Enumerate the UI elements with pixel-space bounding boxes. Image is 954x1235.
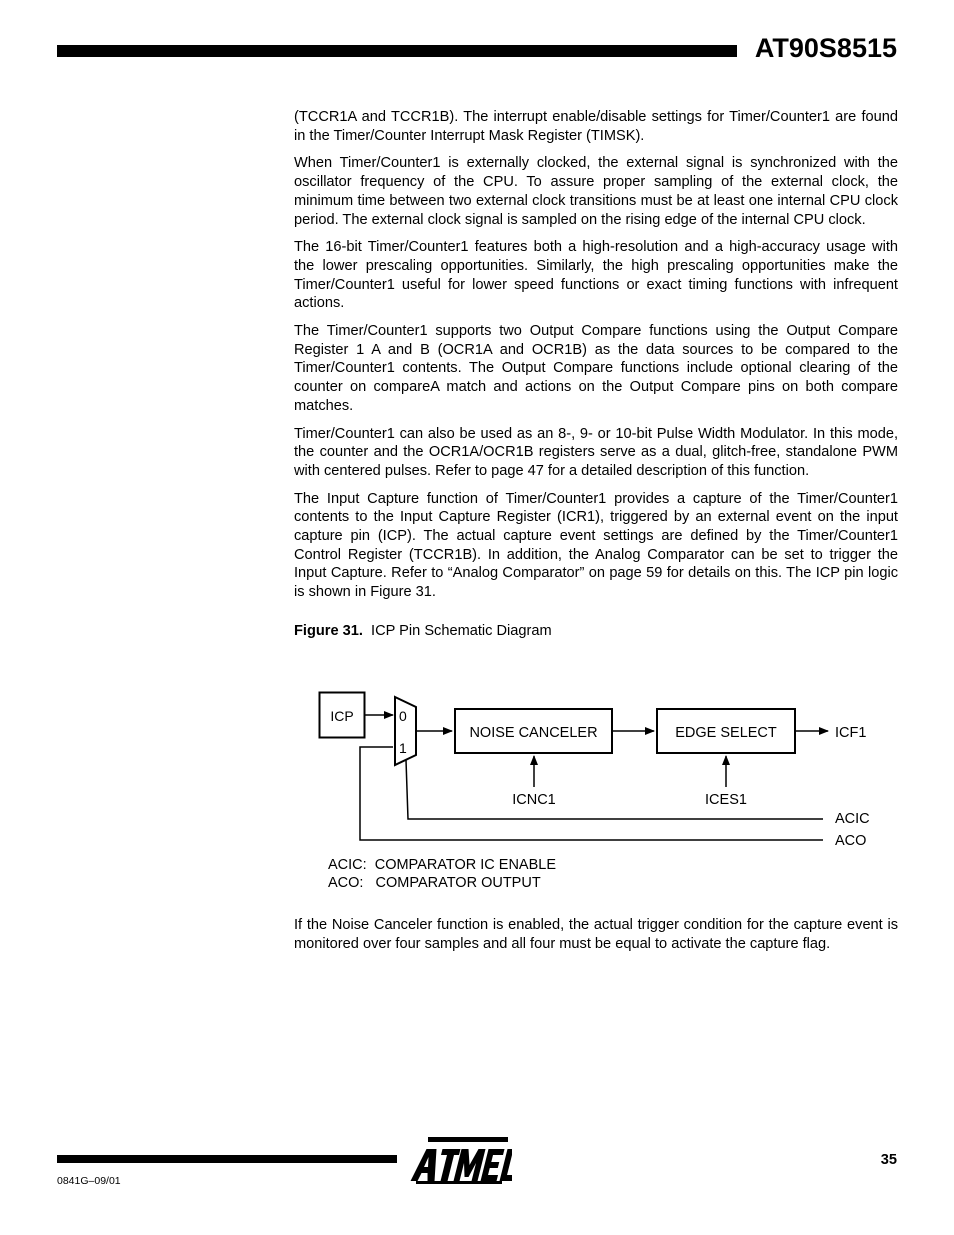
body-text: [294, 108, 898, 640]
icf1-label: ICF1: [835, 725, 867, 741]
edge-select-label: EDGE SELECT: [675, 725, 777, 741]
mux-input-0: 0: [399, 708, 407, 724]
footer-bar: [57, 1155, 397, 1163]
paragraph: If the Noise Canceler function is enabled, the actual trigger condition for the capture event is monitored over four samples and all four must be equal to activate the capture flag.: [294, 917, 898, 952]
icp-schematic-diagram: [300, 683, 900, 898]
page-title: AT90S8515: [754, 33, 897, 63]
icp-label: ICP: [330, 708, 354, 724]
noise-canceler-label: NOISE CANCELER: [469, 725, 598, 741]
legend-acic: ACIC: COMPARATOR IC ENABLE: [328, 857, 557, 873]
paragraph: The 16-bit Timer/Counter1 features both a high-resolution and a high-accuracy usage with the lower prescaling opportunities. Similarly, the high prescaling opportunities make the Timer/Counter1 useful for lower speed functions or exact timing functions with infrequent actions.: [294, 239, 898, 312]
mux-input-1: 1: [399, 740, 407, 756]
aco-label: ACO: [835, 833, 867, 849]
legend-aco: ACO: COMPARATOR OUTPUT: [328, 875, 541, 891]
paragraph: (TCCR1A and TCCR1B). The interrupt enable/disable settings for Timer/Counter1 are found in the Timer/Counter Interrupt Mask Register (TIMSK).: [294, 109, 898, 144]
atmel-logo: [410, 1135, 512, 1185]
paragraph: The Input Capture function of Timer/Counter1 provides a capture of the Timer/Counter1 contents to the Input Capture Register (ICR1), triggered by an external event on the input capture pin (ICP). The actual capture event settings are defined by the Timer/Counter1 Control Register (TCCR1B). In addition, the Analog Comparator can be set to trigger the Input Capture. Refer to “Analog Comparator” on page 59 for details on this. The ICP pin logic is shown in Figure 31.: [294, 490, 898, 601]
icnc1-label: ICNC1: [512, 792, 556, 808]
acic-label: ACIC: [835, 811, 870, 827]
body-text-after-figure: [294, 916, 898, 953]
page-number: 35: [880, 1152, 897, 1168]
header-bar: [57, 45, 737, 57]
figure-caption: [294, 622, 898, 640]
paragraph: When Timer/Counter1 is externally clocked, the external signal is synchronized with the oscillator frequency of the CPU. To assure proper sampling of the external clock, the minimum time between two external clock transitions must be at least one internal CPU clock period. The external clock signal is sampled on the rising edge of the internal CPU clock.: [294, 155, 898, 228]
figure-label: Figure 31.: [294, 622, 363, 639]
paragraph: Timer/Counter1 can also be used as an 8-, 9- or 10-bit Pulse Width Modulator. In this mode, the counter and the OCR1A/OCR1B registers serve as a dual, glitch-free, standalone PWM with centered pulses. Refer to page 47 for a detailed description of this function.: [294, 425, 898, 479]
figure-title: ICP Pin Schematic Diagram: [371, 622, 552, 639]
document-code: 0841G–09/01: [57, 1175, 121, 1187]
paragraph: The Timer/Counter1 supports two Output Compare functions using the Output Compare Register 1 A and B (OCR1A and OCR1B) as the data sources to be compared to the Timer/Counter1 contents. The Output Compare functions include optional clearing of the counter on compareA match and actions on the Output Compare pins on both compare matches.: [294, 323, 898, 414]
acic-wire: [406, 760, 823, 819]
ices1-label: ICES1: [705, 792, 747, 808]
aco-wire: [360, 747, 823, 840]
